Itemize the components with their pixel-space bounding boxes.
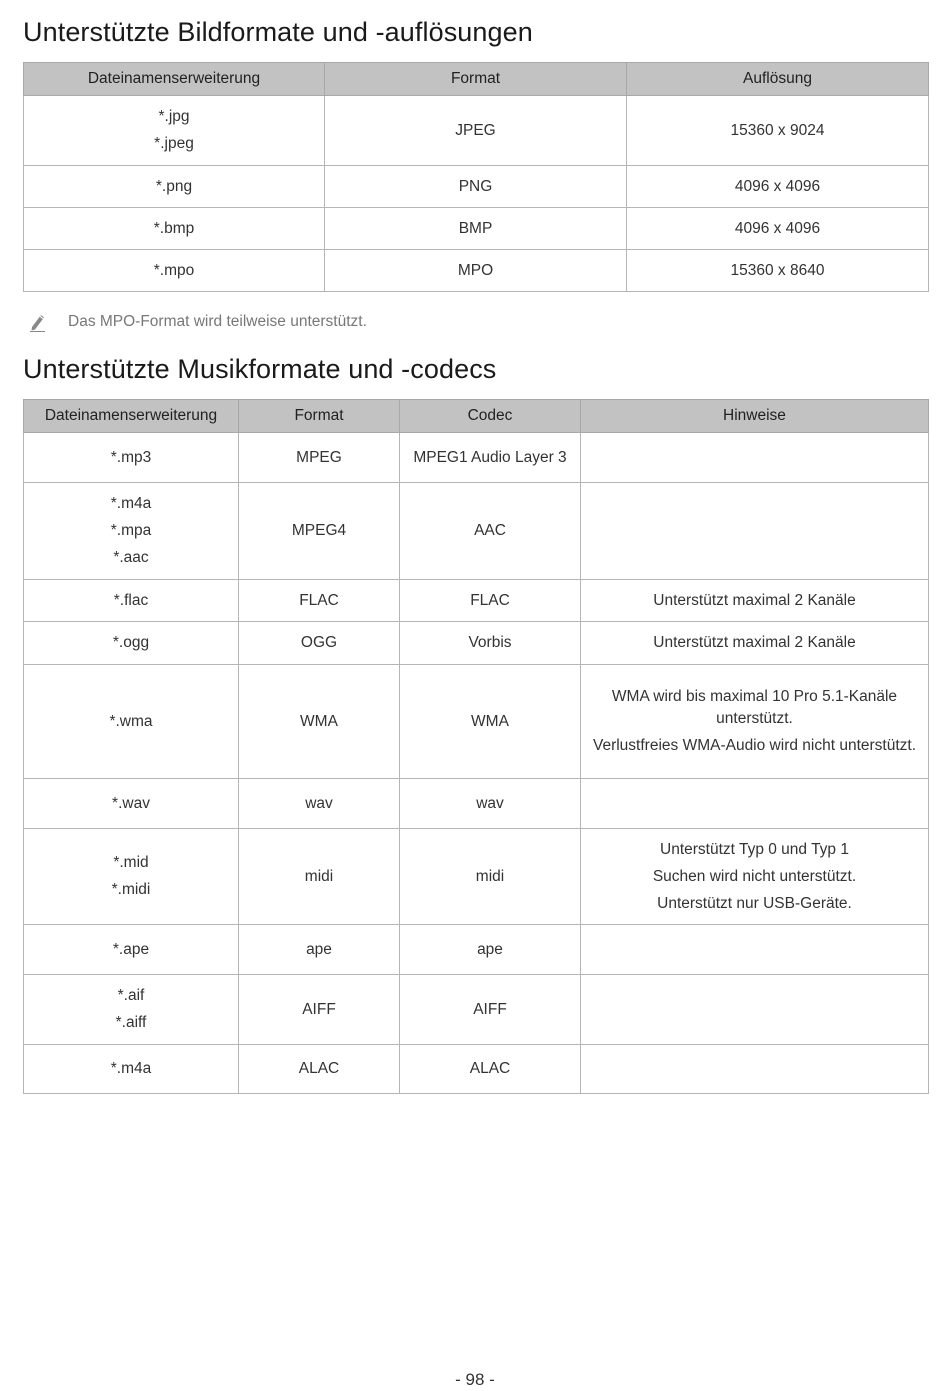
extension-cell-line: *.aiff [115,1014,147,1031]
extension-cell-line: *.flac [113,591,149,609]
format-cell-line: wav [305,794,333,812]
table-row [24,483,929,580]
format-cell [239,975,400,1045]
header-format: Format [325,63,627,96]
codec-cell-line: ALAC [469,1060,511,1077]
format-cell [325,250,627,292]
table-row [24,580,929,622]
format-cell [239,829,400,925]
note [29,312,367,332]
codec-cell [400,433,581,483]
notes-cell-line: Unterstützt nur USB-Geräte. [657,894,852,912]
table-row [24,96,929,166]
codec-cell-line: FLAC [470,591,510,609]
format-cell-line: BMP [458,219,493,237]
codec-cell [400,665,581,779]
image-formats-table [23,62,929,292]
format-cell [325,166,627,208]
notes-cell-line: Unterstützt Typ 0 und Typ 1 [660,840,849,858]
table-header-row [24,63,929,96]
table-row [24,433,929,483]
notes-cell [581,580,929,622]
header-codec: Codec [400,400,581,433]
codec-cell [400,779,581,829]
notes-cell-line: Verlustfreies WMA-Audio wird nicht unterstützt. [592,737,917,754]
header-resolution: Auflösung [627,63,929,96]
notes-cell [581,779,929,829]
format-cell-line: ape [306,940,332,958]
table-row [24,829,929,925]
format-cell-line: PNG [458,177,493,195]
extension-cell-line: *.m4a [110,1060,152,1077]
codec-cell [400,975,581,1045]
notes-cell [581,975,929,1045]
format-cell-line: OGG [300,634,338,651]
extension-cell [24,208,325,250]
extension-cell [24,829,239,925]
format-cell [239,580,400,622]
codec-cell-line: wav [476,794,504,812]
extension-cell-line: *.midi [111,881,151,898]
format-cell [239,779,400,829]
codec-cell-line: ape [477,940,503,958]
codec-cell-line: AAC [474,522,506,539]
resolution-cell [627,96,929,166]
codec-cell-line: WMA [471,712,509,730]
extension-cell [24,96,325,166]
format-cell [239,925,400,975]
extension-cell [24,975,239,1045]
notes-cell [581,665,929,779]
format-cell [239,433,400,483]
resolution-cell [627,250,929,292]
format-cell-line: ALAC [298,1060,340,1077]
extension-cell-line: *.wma [109,712,153,730]
image-formats-title: Unterstützte Bildformate und -auflösungen [23,17,533,47]
extension-cell-line: *.wav [112,794,150,812]
codec-cell [400,1045,581,1094]
notes-cell-line: Unterstützt maximal 2 Kanäle [653,634,856,651]
codec-cell-line: MPEG1 Audio Layer 3 [413,448,567,466]
extension-cell [24,1045,239,1094]
extension-cell-line: *.mid [113,854,149,871]
pencil-icon [29,312,47,332]
format-cell-line: midi [304,867,334,885]
format-cell [325,96,627,166]
table-row [24,166,929,208]
page-number: - 98 - [455,1370,495,1389]
music-formats-table [23,399,929,1094]
format-cell-line: AIFF [302,1000,336,1018]
resolution-cell-line: 4096 x 4096 [734,219,821,237]
extension-cell [24,779,239,829]
notes-cell [581,829,929,925]
extension-cell [24,925,239,975]
note-text: Das MPO-Format wird teilweise unterstützt. [68,313,367,330]
resolution-cell-line: 4096 x 4096 [734,177,821,195]
header-format: Format [239,400,400,433]
extension-cell [24,622,239,665]
codec-cell-line: Vorbis [468,634,512,651]
codec-cell [400,483,581,580]
extension-cell-line: *.aif [117,987,145,1004]
table-row [24,779,929,829]
table-row [24,250,929,292]
table-row [24,925,929,975]
notes-cell [581,433,929,483]
music-formats-title: Unterstützte Musikformate und -codecs [23,354,497,384]
format-cell-line: WMA [300,712,338,730]
table-row [24,208,929,250]
notes-cell [581,483,929,580]
extension-cell [24,433,239,483]
table-header-row [24,400,929,433]
notes-cell-line: Suchen wird nicht unterstützt. [652,867,857,885]
resolution-cell [627,166,929,208]
header-notes: Hinweise [581,400,929,433]
table-row [24,1045,929,1094]
extension-cell-line: *.jpg [158,108,190,125]
extension-cell [24,250,325,292]
notes-cell [581,925,929,975]
format-cell [239,483,400,580]
extension-cell-line: *.ape [112,940,150,958]
codec-cell [400,925,581,975]
extension-cell-line: *.mpa [110,522,152,539]
codec-cell-line: AIFF [473,1000,507,1018]
extension-cell-line: *.ogg [112,634,150,651]
extension-cell-line: *.png [155,177,193,195]
extension-cell [24,166,325,208]
codec-cell [400,829,581,925]
extension-cell-line: *.bmp [153,219,195,237]
extension-cell-line: *.jpeg [154,135,194,152]
format-cell [239,665,400,779]
notes-cell [581,622,929,665]
extension-cell [24,665,239,779]
format-cell-line: JPEG [455,121,496,139]
format-cell-line: FLAC [299,591,339,609]
format-cell-line: MPEG [296,448,342,466]
format-cell-line: MPEG4 [291,522,347,539]
notes-cell-line: WMA wird bis maximal 10 Pro 5.1-Kanäle unterstützt. [611,688,898,727]
table-row [24,622,929,665]
extension-cell [24,483,239,580]
notes-cell-line: Unterstützt maximal 2 Kanäle [653,591,856,609]
format-cell [239,622,400,665]
resolution-cell-line: 15360 x 8640 [730,261,825,279]
format-cell [325,208,627,250]
codec-cell-line: midi [475,867,505,885]
format-cell [239,1045,400,1094]
notes-cell [581,1045,929,1094]
resolution-cell-line: 15360 x 9024 [730,121,825,139]
extension-cell [24,580,239,622]
header-extension: Dateinamenserweiterung [24,400,239,433]
header-extension: Dateinamenserweiterung [24,63,325,96]
extension-cell-line: *.mpo [153,261,195,279]
extension-cell-line: *.mp3 [110,448,152,466]
resolution-cell [627,208,929,250]
codec-cell [400,580,581,622]
table-row [24,975,929,1045]
extension-cell-line: *.aac [113,549,149,566]
extension-cell-line: *.m4a [110,495,152,512]
codec-cell [400,622,581,665]
format-cell-line: MPO [457,261,494,279]
table-row [24,665,929,779]
